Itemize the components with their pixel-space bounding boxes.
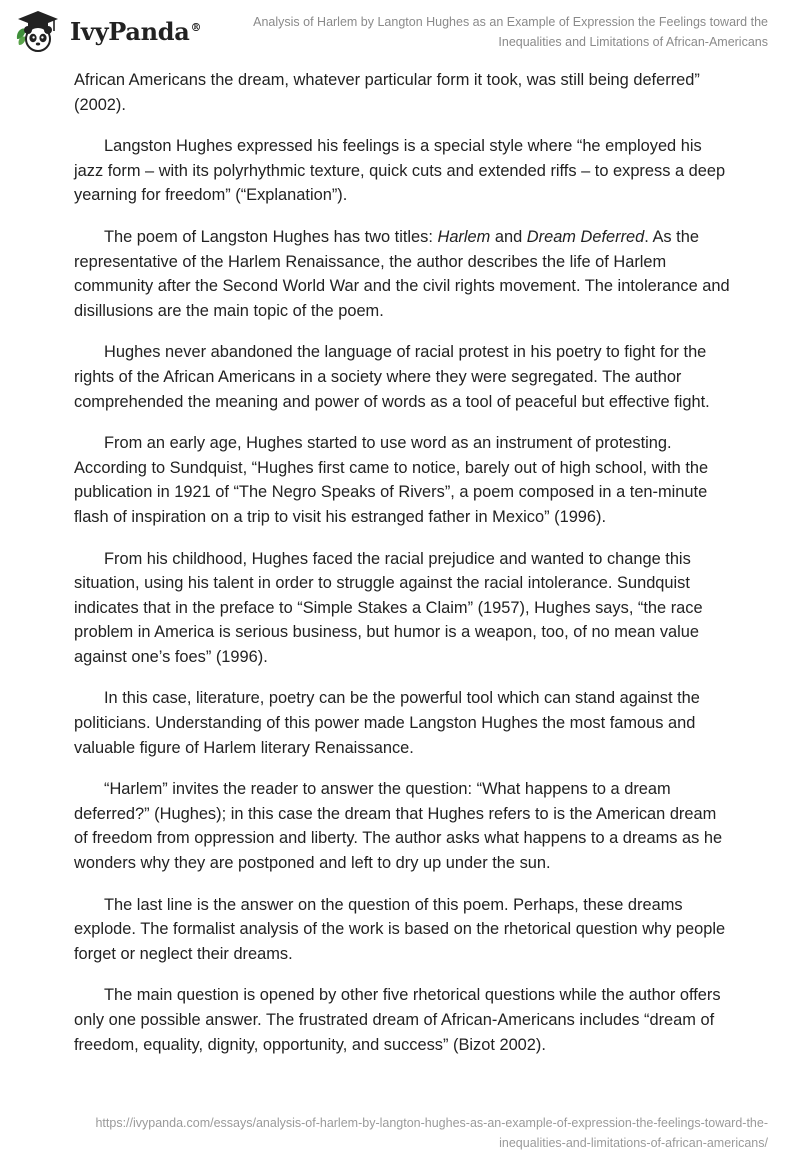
essay-body — [74, 68, 734, 1074]
panda-graduate-icon — [14, 9, 62, 53]
paragraph: In this case, literature, poetry can be the powerful tool which can stand against the politicians. Understanding of this power made Langston Hughes the most famous and valuable figure of Harlem literary Renaissance. — [74, 689, 700, 757]
paragraph: The last line is the answer on the question of this poem. Perhaps, these dreams explode. The formalist analysis of the work is based on the rhetorical question why people forget or neglect their dreams. — [74, 895, 726, 963]
paragraph: Langston Hughes expressed his feelings is a special style where “he employed his jazz form – with its polyrhythmic texture, quick cuts and extended riffs – to express a deep yearning for freedom” (“Explanation”). — [74, 137, 726, 205]
page-header — [0, 0, 800, 62]
brand-name: IvyPanda® — [70, 16, 202, 46]
document-title-line: Analysis of Harlem by Langton Hughes as an Example of Expression the Feelings toward the — [253, 15, 768, 29]
document-title-line: Inequalities and Limitations of African-Americans — [498, 35, 768, 49]
source-url[interactable] — [48, 1113, 768, 1153]
source-url-line: https://ivypanda.com/essays/analysis-of-harlem-by-langton-hughes-as-an-example-of-expression-the-feelings-toward-the- — [95, 1116, 768, 1130]
italic-title: Harlem — [437, 227, 491, 246]
paragraph: From his childhood, Hughes faced the racial prejudice and wanted to change this situation, using his talent in order to struggle against the racial intolerance. Sundquist indicates that in the preface to “Simple Stakes a Claim” (1957), Hughes says, “the race problem in America is serious business, but humor is a weapon, too, of no mean value against one’s foes” (1996). — [74, 549, 703, 666]
paragraph: Hughes never abandoned the language of racial protest in his poetry to fight for the rights of the African Americans in a society where they were segregated. The author comprehended the meaning and power of words as a tool of peaceful but effective fight. — [74, 343, 710, 411]
paragraph: African Americans the dream, whatever particular form it took, was still being deferred” (2002). — [74, 71, 700, 114]
paragraph: From an early age, Hughes started to use word as an instrument of protesting. According to Sundquist, “Hughes first came to notice, barely out of high school, with the publication in 1921 of “The Negro Speaks of Rivers”, a poem composed in a ten-minute flash of inspiration on a trip to visit his estranged father in Mexico” (1996). — [74, 434, 709, 526]
ivypanda-logo[interactable] — [14, 9, 214, 53]
italic-title: Dream Deferred — [526, 227, 645, 246]
paragraph: “Harlem” invites the reader to answer the question: “What happens to a dream deferred?” (Hughes); in this case the dream that Hughes refers to is the American dream of freedom from oppression and liberty. The author asks what happens to a dreams as he wonders why they are postponed and left to dry up under the sun. — [74, 780, 723, 873]
source-url-line: inequalities-and-limitations-of-african-americans/ — [499, 1136, 768, 1150]
paragraph: The poem of Langston Hughes has two titles: Harlem and Dream Deferred. As the representative of the Harlem Renaissance, the author describes the life of Harlem community after the Second World War and the civil rights movement. The intolerance and disillusions are the main topic of the poem. — [74, 227, 730, 320]
document-title — [248, 12, 768, 52]
paragraph: The main question is opened by other five rhetorical questions while the author offers only one possible answer. The frustrated dream of African-Americans includes “dream of freedom, equality, dignity, opportunity, and success” (Bizot 2002). — [74, 986, 721, 1054]
